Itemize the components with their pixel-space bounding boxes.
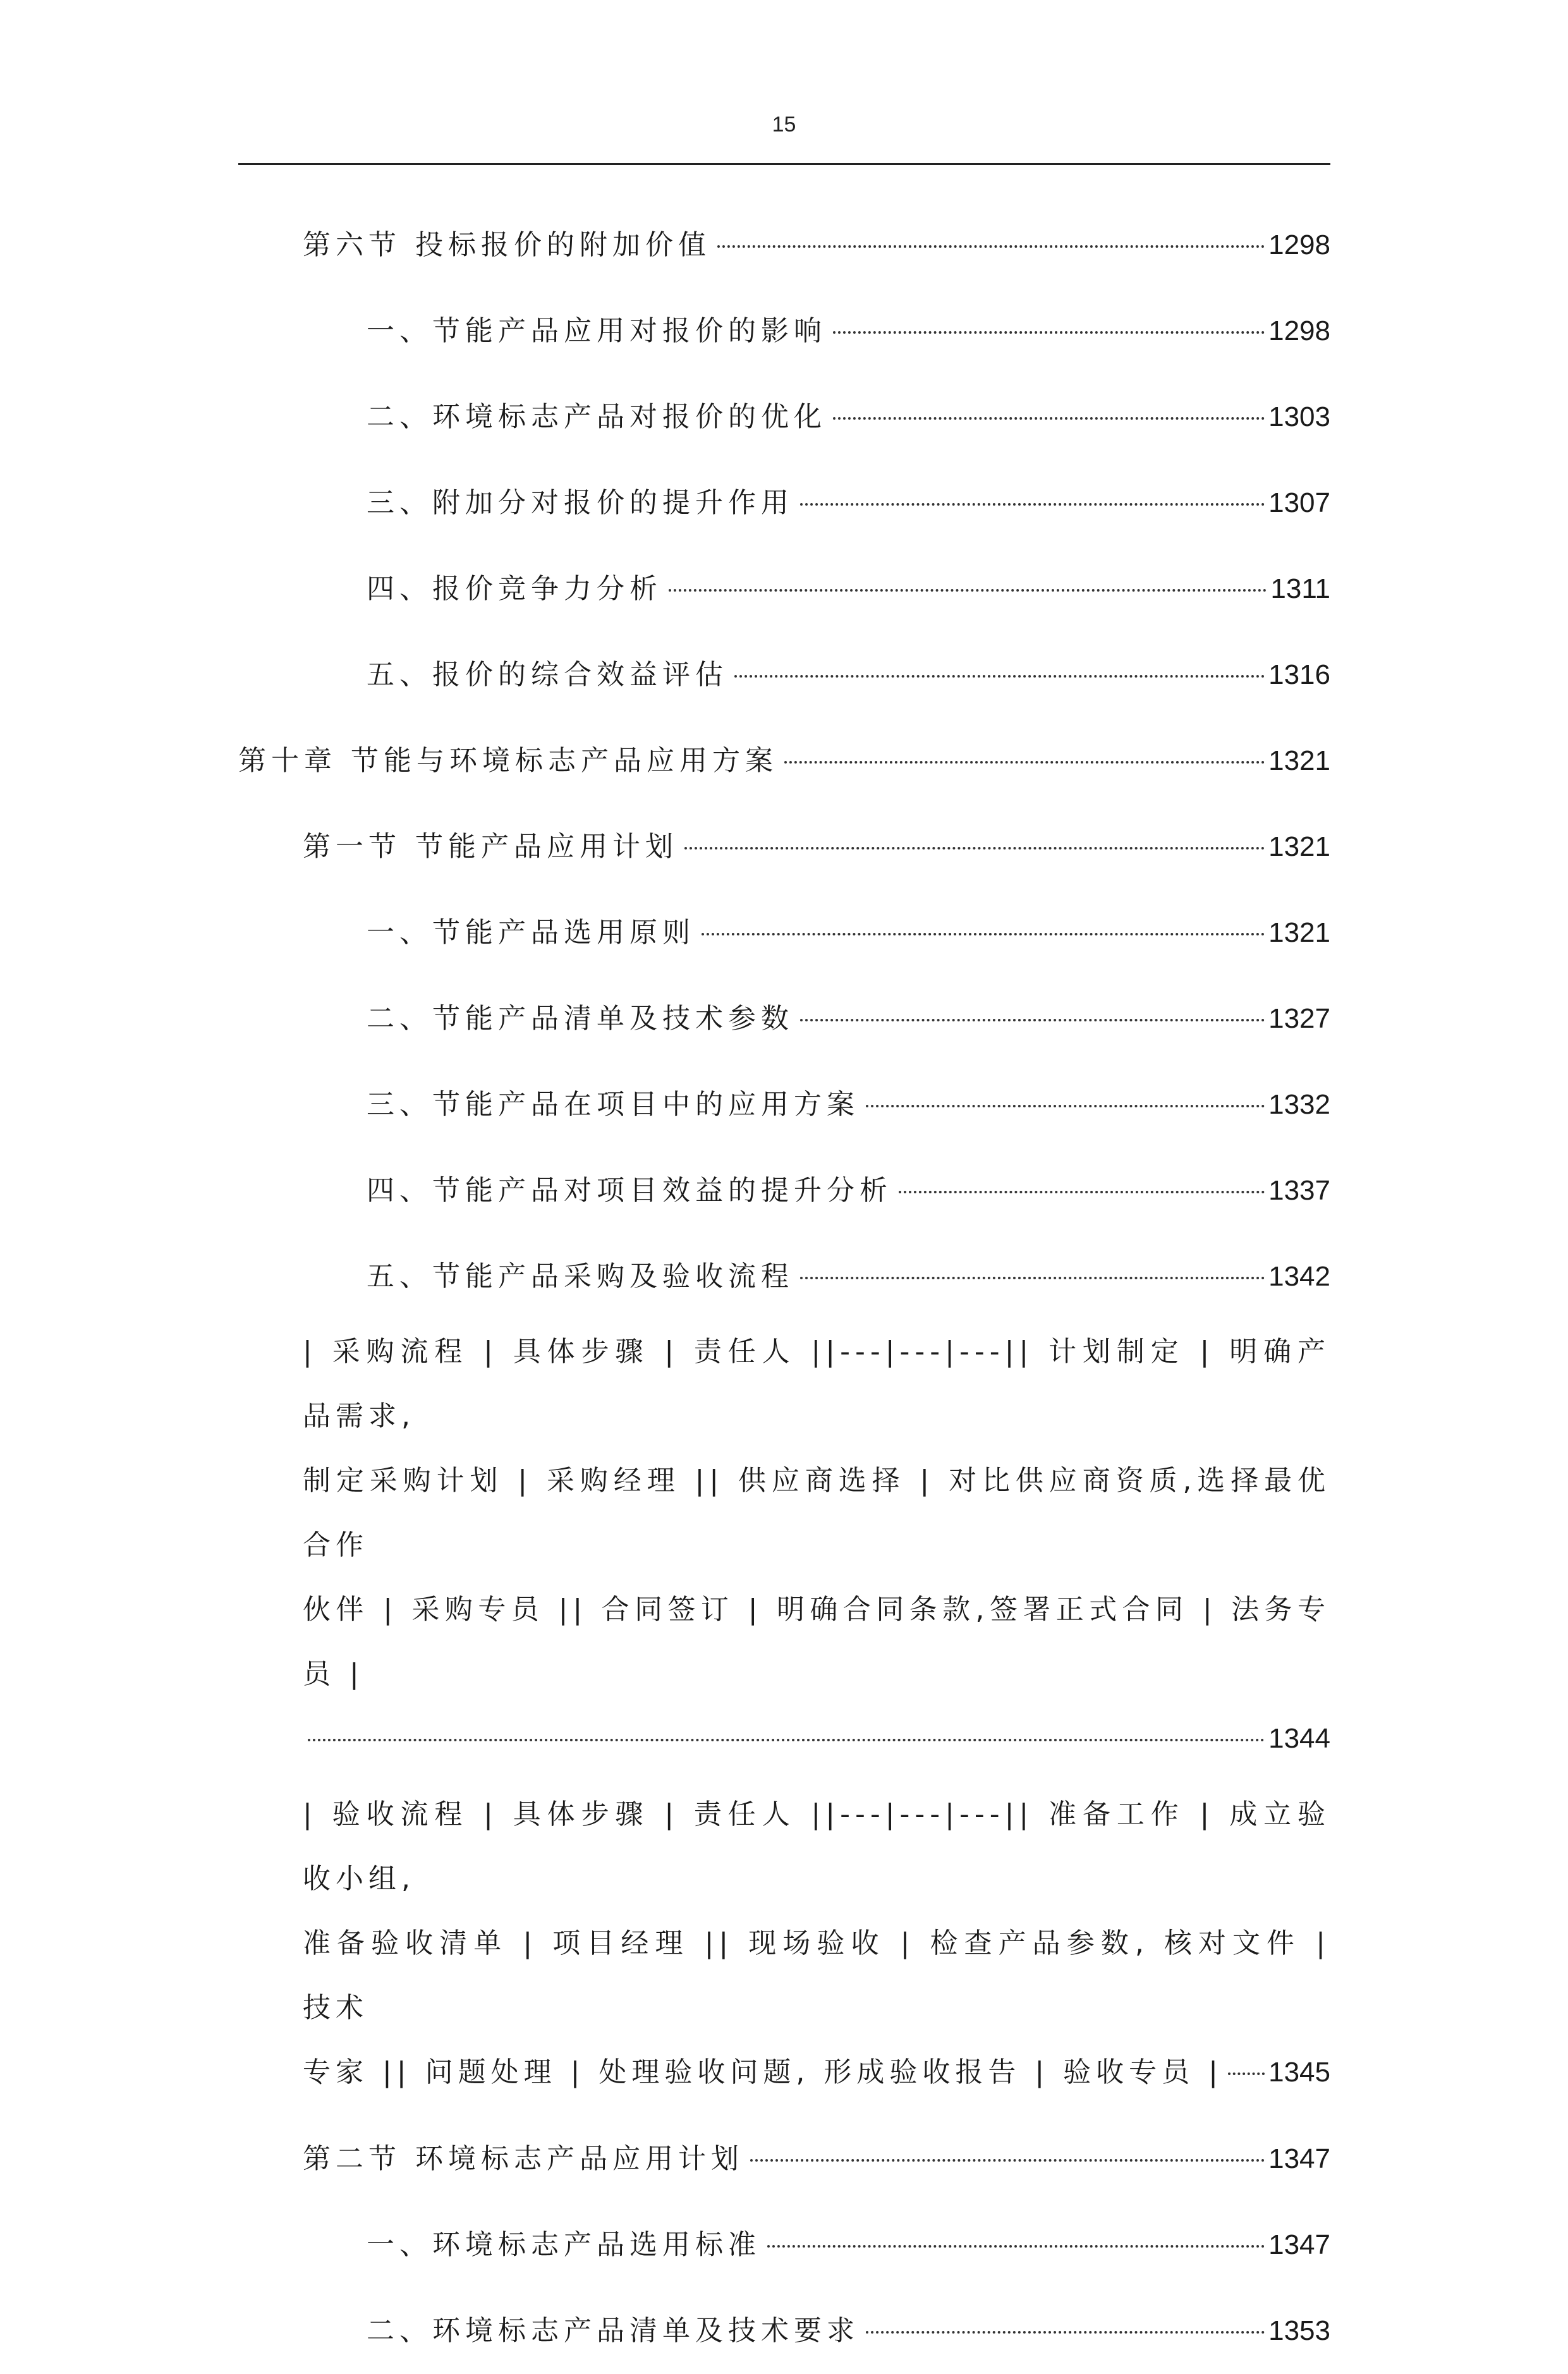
toc-entry-acceptance-table[interactable] — [238, 1782, 1330, 2105]
toc-leader-dots — [702, 933, 1265, 935]
toc-entry[interactable] — [238, 202, 1330, 288]
toc-leader-dots — [866, 1105, 1265, 1107]
toc-entry[interactable] — [238, 976, 1330, 1062]
toc-leader-dots — [684, 847, 1265, 849]
header-rule — [238, 163, 1330, 165]
toc-para-line: 伙伴 | 采购专员 || 合同签订 | 明确合同条款,签署正式合同 | 法务专员 | — [303, 1593, 1330, 1690]
toc-leader-dots — [866, 2331, 1265, 2334]
toc-leader-dots — [767, 2245, 1265, 2248]
toc-leader-dots — [308, 1739, 1265, 1741]
toc-entry-page: 1311 — [1270, 573, 1330, 604]
toc-entry-title: 四、节能产品对项目效益的提升分析 — [367, 1174, 892, 1207]
toc-para-line: 准备验收清单 | 项目经理 || 现场验收 | 检查产品参数, 核对文件 | 技术 — [303, 1927, 1330, 2024]
toc-entry-title: 第二节 环境标志产品应用计划 — [303, 2143, 744, 2175]
toc-para-leader-line — [303, 1707, 1330, 1771]
toc-entry-page: 1344 — [1268, 1723, 1330, 1754]
toc-entry[interactable] — [238, 804, 1330, 890]
toc-leader-dots — [1228, 2073, 1265, 2075]
toc-para-line: 专家 || 问题处理 | 处理验收问题, 形成验收报告 | 验收专员 | — [303, 2056, 1223, 2088]
toc-leader-dots — [717, 245, 1265, 248]
toc-entry[interactable] — [238, 2116, 1330, 2202]
toc-entry-page: 1321 — [1268, 745, 1330, 776]
toc-entry-title: 第一节 节能产品应用计划 — [303, 831, 678, 863]
toc-leader-dots — [750, 2159, 1265, 2162]
toc-entry-page: 1345 — [1268, 2057, 1330, 2088]
toc-entry-title: 第十章 节能与环境标志产品应用方案 — [238, 745, 778, 777]
toc-entry[interactable] — [238, 1234, 1330, 1320]
toc-entry-title: 三、节能产品在项目中的应用方案 — [367, 1088, 860, 1121]
table-of-contents — [238, 202, 1330, 2374]
toc-entry-title: 二、环境标志产品清单及技术要求 — [367, 2315, 860, 2347]
toc-leader-dots — [833, 331, 1265, 334]
toc-para-leader-line — [303, 2040, 1330, 2105]
toc-entry[interactable] — [238, 546, 1330, 632]
toc-para-line: | 验收流程 | 具体步骤 | 责任人 ||---|---|---|| 准备工作 | 成立验收小组, — [303, 1798, 1330, 1895]
toc-leader-dots — [784, 761, 1265, 764]
toc-entry-page: 1316 — [1268, 659, 1330, 690]
toc-entry-title: 五、节能产品采购及验收流程 — [367, 1260, 794, 1293]
toc-entry-page: 1298 — [1268, 315, 1330, 346]
toc-entry-page: 1321 — [1268, 831, 1330, 862]
toc-entry[interactable] — [238, 1148, 1330, 1234]
toc-leader-dots — [669, 589, 1267, 592]
toc-entry-page: 1337 — [1268, 1175, 1330, 1206]
toc-entry-title: 二、节能产品清单及技术参数 — [367, 1002, 794, 1035]
toc-entry-page: 1353 — [1268, 2315, 1330, 2346]
toc-entry[interactable] — [238, 374, 1330, 460]
toc-entry[interactable] — [238, 632, 1330, 718]
toc-entry-procurement-table[interactable] — [238, 1320, 1330, 1771]
toc-leader-dots — [734, 675, 1265, 678]
toc-entry-title: 四、报价竞争力分析 — [367, 573, 662, 605]
toc-entry-page: 1321 — [1268, 917, 1330, 948]
toc-entry-page: 1347 — [1268, 2143, 1330, 2174]
toc-entry[interactable] — [238, 288, 1330, 374]
toc-entry-page: 1327 — [1268, 1003, 1330, 1034]
toc-para-line: | 采购流程 | 具体步骤 | 责任人 ||---|---|---|| 计划制定 | 明确产品需求, — [303, 1336, 1330, 1432]
toc-entry-title: 一、节能产品应用对报价的影响 — [367, 315, 827, 347]
toc-entry[interactable] — [238, 460, 1330, 546]
toc-entry-page: 1332 — [1268, 1089, 1330, 1120]
page-number: 15 — [772, 113, 796, 137]
toc-entry-title: 一、环境标志产品选用标准 — [367, 2229, 761, 2261]
toc-entry-page: 1347 — [1268, 2229, 1330, 2260]
toc-entry-page: 1307 — [1268, 487, 1330, 518]
toc-entry-page: 1342 — [1268, 1261, 1330, 1292]
toc-entry[interactable] — [238, 2202, 1330, 2288]
toc-entry[interactable] — [238, 890, 1330, 976]
toc-para-line: 制定采购计划 | 采购经理 || 供应商选择 | 对比供应商资质,选择最优合作 — [303, 1464, 1330, 1561]
toc-entry-title: 第六节 投标报价的附加价值 — [303, 229, 711, 261]
toc-entry-page: 1303 — [1268, 401, 1330, 432]
toc-entry[interactable] — [238, 1062, 1330, 1148]
toc-entry[interactable] — [238, 2288, 1330, 2374]
toc-leader-dots — [800, 1019, 1265, 1021]
toc-entry-chapter[interactable] — [238, 718, 1330, 804]
toc-entry-title: 一、节能产品选用原则 — [367, 916, 695, 949]
toc-entry-title: 五、报价的综合效益评估 — [367, 659, 728, 691]
toc-leader-dots — [800, 503, 1265, 506]
toc-entry-page: 1298 — [1268, 229, 1330, 260]
toc-entry-title: 二、环境标志产品对报价的优化 — [367, 401, 827, 433]
toc-leader-dots — [899, 1191, 1265, 1193]
toc-entry-title: 三、附加分对报价的提升作用 — [367, 487, 794, 519]
toc-leader-dots — [800, 1277, 1265, 1279]
toc-leader-dots — [833, 417, 1265, 420]
